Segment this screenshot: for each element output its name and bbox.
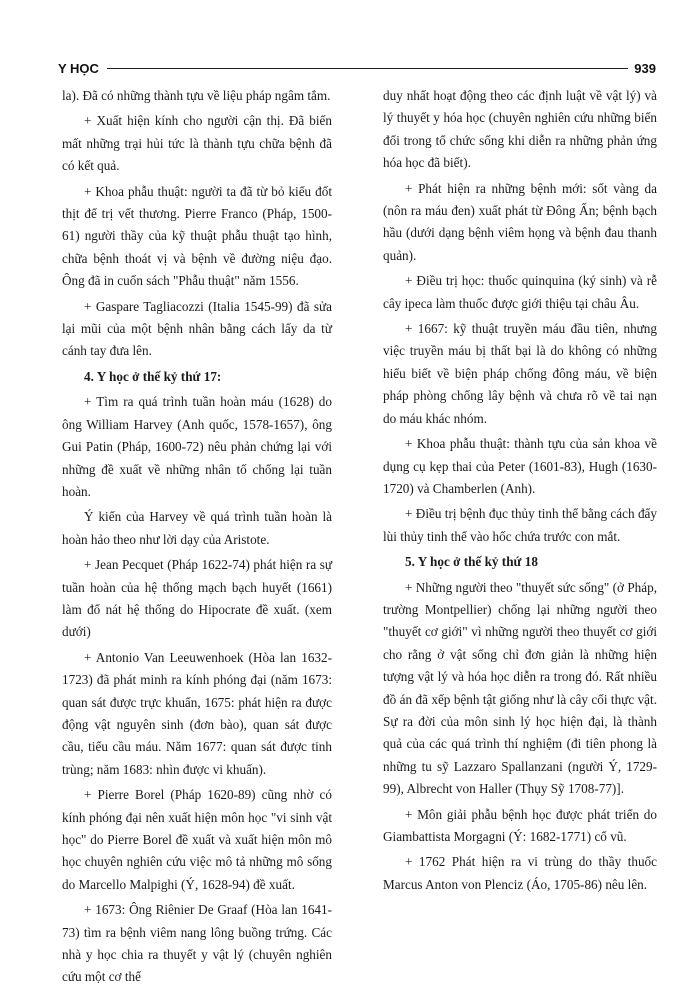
paragraph: Ý kiến của Harvey về quá trình tuần hoàn là hoàn hảo theo như lời dạy của Aristote. <box>62 509 332 547</box>
paragraph: + Jean Pecquet (Pháp 1622-74) phát hiện ra sự tuần hoàn của hệ thống mạch bạch huyết (1661) làm đổ nát hệ thống do Hipocrate đề xuất. (xem dưới) <box>62 557 332 640</box>
paragraph: + Điều trị bệnh đục thủy tinh thể bằng cách đẩy lùi thủy tinh thể vào hốc chứa trước con mắt. <box>383 506 657 544</box>
paragraph: + Những người theo "thuyết sức sống" (ở Pháp, trường Montpellier) chống lại những người theo "thuyết cơ giới" vì những người theo thuyết cơ giới cho rằng ở vật sống chỉ đơn giản là những hiện tượng vật lý và hóa học diễn ra trong đó. Rất nhiều đồ án đã xếp bệnh tật giống như là cây cối thực vật. Sự ra đời của môn sinh lý học hiện đại, là thành quả của các quá trình thí nghiệm (đi tiên phong là những tu sỹ Lazzaro Spallanzani (người Ý, 1729-99), Albrecht von Haller (Thụy Sỹ 1708-77)]. <box>383 579 657 797</box>
header-rule <box>107 68 628 69</box>
paragraph: + Phát hiện ra những bệnh mới: sốt vàng da (nôn ra máu đen) xuất phát từ Đông Ấn; bệnh bạch hầu (dưới dạng bệnh viêm họng và bệnh đau thanh quản). <box>383 180 657 263</box>
section-heading: 5. Y học ở thế kỷ thứ 18 <box>405 554 538 570</box>
right-column <box>383 85 657 899</box>
paragraph: + Môn giải phẫu bệnh học được phát triển do Giambattista Morgagni (Ý: 1682-1771) cổ vũ. <box>383 806 657 844</box>
paragraph: + Gaspare Tagliacozzi (Italia 1545-99) đã sửa lại mũi của một bệnh nhân bằng cách lấy da từ cánh tay đưa lên. <box>62 298 332 359</box>
paragraph: duy nhất hoạt động theo các định luật về vật lý) và lý thuyết y hóa học (chuyên nghiên cứu những biến đổi trong tổ chức sống khi diễn ra những phản ứng hóa học đã biết). <box>383 88 657 171</box>
paragraph: + Khoa phẫu thuật: thành tựu của sản khoa về dụng cụ kẹp thai của Peter (1601-83), Hugh (1630-1720) và Chamberlen (Anh). <box>383 436 657 496</box>
page-number: 939 <box>634 60 656 76</box>
left-column <box>62 85 332 992</box>
paragraph: + Pierre Borel (Pháp 1620-89) cũng nhờ có kính phóng đại nên xuất hiện môn học "vi sinh vật học" do Pierre Borel đề xuất và xuất hiện môn mô học chuyên nghiên cứu việc mô tả những mô sống do Marcello Malpighi (Ý, 1628-94) đề xuất. <box>62 787 332 892</box>
paragraph: + Antonio Van Leeuwenhoek (Hòa lan 1632-1723) đã phát minh ra kính phóng đại (năm 1673: quan sát được trực khuẩn, 1675: phát hiện ra được động vật nguyên sinh (đơn bào), quan sát được cầu, tiểu cầu máu. Năm 1677: quan sát được tinh trùng; năm 1683: nhìn được vi khuẩn). <box>62 649 332 777</box>
paragraph: + Tìm ra quá trình tuần hoàn máu (1628) do ông William Harvey (Anh quốc, 1578-1657), ông Gui Patin (Pháp, 1600-72) nêu phản chứng lại với những đề xuất về những nhân tố chống lại tuần hoàn. <box>62 394 332 499</box>
paragraph: + 1667: kỹ thuật truyền máu đầu tiên, nhưng việc truyền máu bị thất bại là do không có những hiểu biết về biện pháp chống đông máu, về biện pháp phòng chống lây bệnh và chưa rõ về tai nạn do máu khác nhóm. <box>383 321 657 426</box>
paragraph: + 1673: Ông Riênier De Graaf (Hòa lan 1641-73) tìm ra bệnh viêm nang lông buồng trứng. Các nhà y học chia ra thuyết y vật lý (chuyên nghiên cứu một cơ thể <box>62 902 332 985</box>
paragraph: la). Đã có những thành tựu về liệu pháp ngâm tắm. <box>62 88 331 103</box>
running-header <box>58 58 656 78</box>
paragraph: + Khoa phẫu thuật: người ta đã từ bỏ kiểu đốt thịt để trị vết thương. Pierre Franco (Pháp, 1500-61) người thầy của kỹ thuật phẫu thuật tạo hình, chữa bệnh thoát vị và bệnh về đường niệu đạo. Ông đã in cuốn sách "Phẫu thuật" năm 1556. <box>62 183 332 289</box>
section-heading: 4. Y học ở thế kỷ thứ 17: <box>84 368 222 384</box>
paragraph: + Xuất hiện kính cho người cận thị. Đã biến mất những trại hủi tức là thành tựu chữa bệnh đã có kết quả. <box>62 113 332 174</box>
paragraph: + Điều trị học: thuốc quinquina (ký sinh) và rễ cây ipeca làm thuốc được giới thiệu tại châu Âu. <box>383 273 657 311</box>
paragraph: + 1762 Phát hiện ra vi trùng do thầy thuốc Marcus Anton von Plenciz (Áo, 1705-86) nêu lên. <box>383 854 657 892</box>
section-title: Y HỌC <box>58 60 99 76</box>
